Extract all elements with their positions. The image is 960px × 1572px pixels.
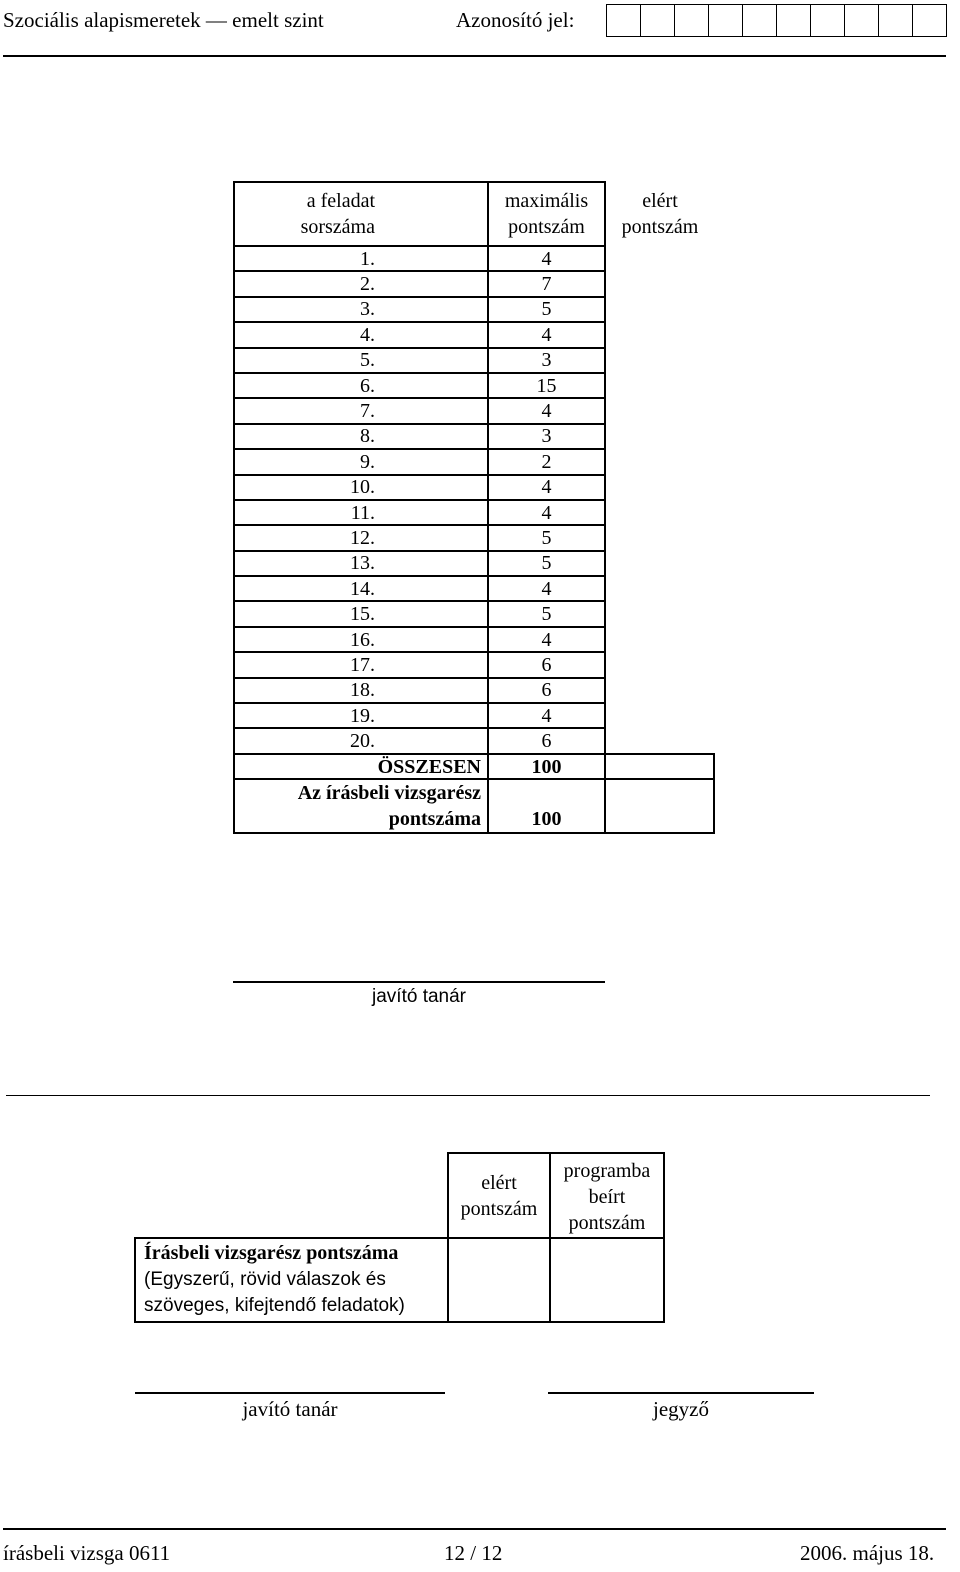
max-score: 15	[488, 373, 605, 398]
table-row	[234, 728, 714, 753]
table-row	[234, 678, 714, 703]
achieved-score	[605, 652, 714, 677]
summary-blank-cell	[135, 1153, 448, 1238]
table-row	[234, 601, 714, 626]
achieved-score	[605, 678, 714, 703]
max-score: 6	[488, 678, 605, 703]
task-number: 9.	[234, 449, 488, 474]
max-score: 5	[488, 601, 605, 626]
total-row	[234, 754, 714, 779]
task-number: 6.	[234, 373, 488, 398]
summary-row-label-bold: Írásbeli vizsgarész pontszáma	[144, 1242, 399, 1264]
achieved-score	[605, 373, 714, 398]
achieved-score	[605, 246, 714, 271]
id-box[interactable]	[640, 4, 675, 37]
task-number: 20.	[234, 728, 488, 753]
task-number: 14.	[234, 576, 488, 601]
task-number: 3.	[234, 297, 488, 322]
achieved-score	[605, 576, 714, 601]
task-number: 12.	[234, 525, 488, 550]
task-number: 17.	[234, 652, 488, 677]
table-row	[234, 398, 714, 423]
id-box[interactable]	[742, 4, 777, 37]
achieved-score	[605, 728, 714, 753]
summary-row-label	[135, 1238, 448, 1322]
max-score: 5	[488, 297, 605, 322]
task-number: 15.	[234, 601, 488, 626]
signature-line-registrar	[548, 1392, 814, 1394]
max-score: 4	[488, 322, 605, 347]
table-row	[234, 271, 714, 296]
total-achieved	[605, 754, 714, 779]
task-number: 8.	[234, 424, 488, 449]
table-row	[234, 551, 714, 576]
section-divider	[6, 1095, 930, 1096]
max-score: 4	[488, 475, 605, 500]
table-row	[234, 500, 714, 525]
score-table-header-row	[234, 182, 714, 246]
task-number: 10.	[234, 475, 488, 500]
id-boxes	[606, 4, 947, 37]
id-box[interactable]	[810, 4, 845, 37]
max-score: 2	[488, 449, 605, 474]
table-row	[234, 424, 714, 449]
summary-row-label-rest: (Egyszerű, rövid válaszok és szöveges, kifejtendő feladatok)	[144, 1269, 405, 1316]
achieved-score	[605, 703, 714, 728]
task-number: 5.	[234, 348, 488, 373]
max-score: 7	[488, 271, 605, 296]
header-max-score: maximális pontszám	[488, 182, 605, 246]
achieved-score	[605, 271, 714, 296]
table-row	[234, 322, 714, 347]
max-score: 4	[488, 576, 605, 601]
signature-line-grader	[233, 981, 605, 983]
written-part-row	[234, 779, 714, 833]
max-score: 4	[488, 398, 605, 423]
table-row	[234, 703, 714, 728]
achieved-score	[605, 525, 714, 550]
table-row	[234, 373, 714, 398]
summary-table	[134, 1152, 665, 1323]
footer-exam-code: írásbeli vizsga 0611	[3, 1541, 171, 1565]
table-row	[234, 246, 714, 271]
summary-header-entered: programba beírt pontszám	[550, 1153, 664, 1238]
max-score: 3	[488, 348, 605, 373]
summary-entered-value	[550, 1238, 664, 1322]
summary-header-achieved: elért pontszám	[448, 1153, 550, 1238]
header-achieved-score: elért pontszám	[621, 190, 699, 238]
total-label: ÖSSZESEN	[234, 754, 488, 779]
achieved-score	[605, 424, 714, 449]
table-row	[234, 297, 714, 322]
summary-achieved-value	[448, 1238, 550, 1322]
task-number: 1.	[234, 246, 488, 271]
id-box[interactable]	[844, 4, 879, 37]
footer-page-number: 12 / 12	[444, 1541, 503, 1565]
achieved-score	[605, 297, 714, 322]
id-box[interactable]	[912, 4, 947, 37]
header-id-label: Azonosító jel:	[456, 8, 575, 32]
id-box[interactable]	[878, 4, 913, 37]
footer-date: 2006. május 18.	[800, 1541, 935, 1565]
achieved-score	[605, 398, 714, 423]
achieved-score	[605, 322, 714, 347]
written-part-value: 100	[488, 779, 605, 833]
max-score: 4	[488, 500, 605, 525]
task-number: 2.	[234, 271, 488, 296]
signature-line-grader-2	[135, 1392, 445, 1394]
achieved-score	[605, 627, 714, 652]
max-score: 5	[488, 525, 605, 550]
written-part-label: Az írásbeli vizsgarész pontszáma	[234, 779, 488, 833]
signature-label-grader: javító tanár	[372, 986, 466, 1007]
max-score: 6	[488, 652, 605, 677]
task-number: 4.	[234, 322, 488, 347]
max-score: 4	[488, 703, 605, 728]
total-value: 100	[488, 754, 605, 779]
task-number: 18.	[234, 678, 488, 703]
table-row	[234, 525, 714, 550]
achieved-score	[605, 500, 714, 525]
max-score: 6	[488, 728, 605, 753]
signature-label-registrar: jegyző	[653, 1397, 709, 1421]
table-row	[234, 348, 714, 373]
signature-label-grader-2: javító tanár	[242, 1397, 338, 1421]
written-part-achieved	[605, 779, 714, 833]
header-rule	[3, 55, 946, 57]
table-row	[234, 576, 714, 601]
header-task-number: a feladat sorszáma	[234, 182, 488, 246]
achieved-score	[605, 551, 714, 576]
max-score: 4	[488, 246, 605, 271]
table-row	[234, 449, 714, 474]
achieved-score	[605, 348, 714, 373]
max-score: 3	[488, 424, 605, 449]
achieved-score	[605, 475, 714, 500]
task-number: 19.	[234, 703, 488, 728]
id-box[interactable]	[708, 4, 743, 37]
achieved-score	[605, 449, 714, 474]
achieved-score	[605, 601, 714, 626]
max-score: 4	[488, 627, 605, 652]
max-score: 5	[488, 551, 605, 576]
task-number: 7.	[234, 398, 488, 423]
header-subject: Szociális alapismeretek — emelt szint	[3, 8, 324, 32]
id-box[interactable]	[776, 4, 811, 37]
task-number: 13.	[234, 551, 488, 576]
task-number: 11.	[234, 500, 488, 525]
table-row	[234, 652, 714, 677]
table-row	[234, 475, 714, 500]
id-box[interactable]	[674, 4, 709, 37]
task-number: 16.	[234, 627, 488, 652]
table-row	[234, 627, 714, 652]
score-table	[233, 181, 715, 834]
footer-rule	[3, 1528, 946, 1530]
id-box[interactable]	[606, 4, 641, 37]
